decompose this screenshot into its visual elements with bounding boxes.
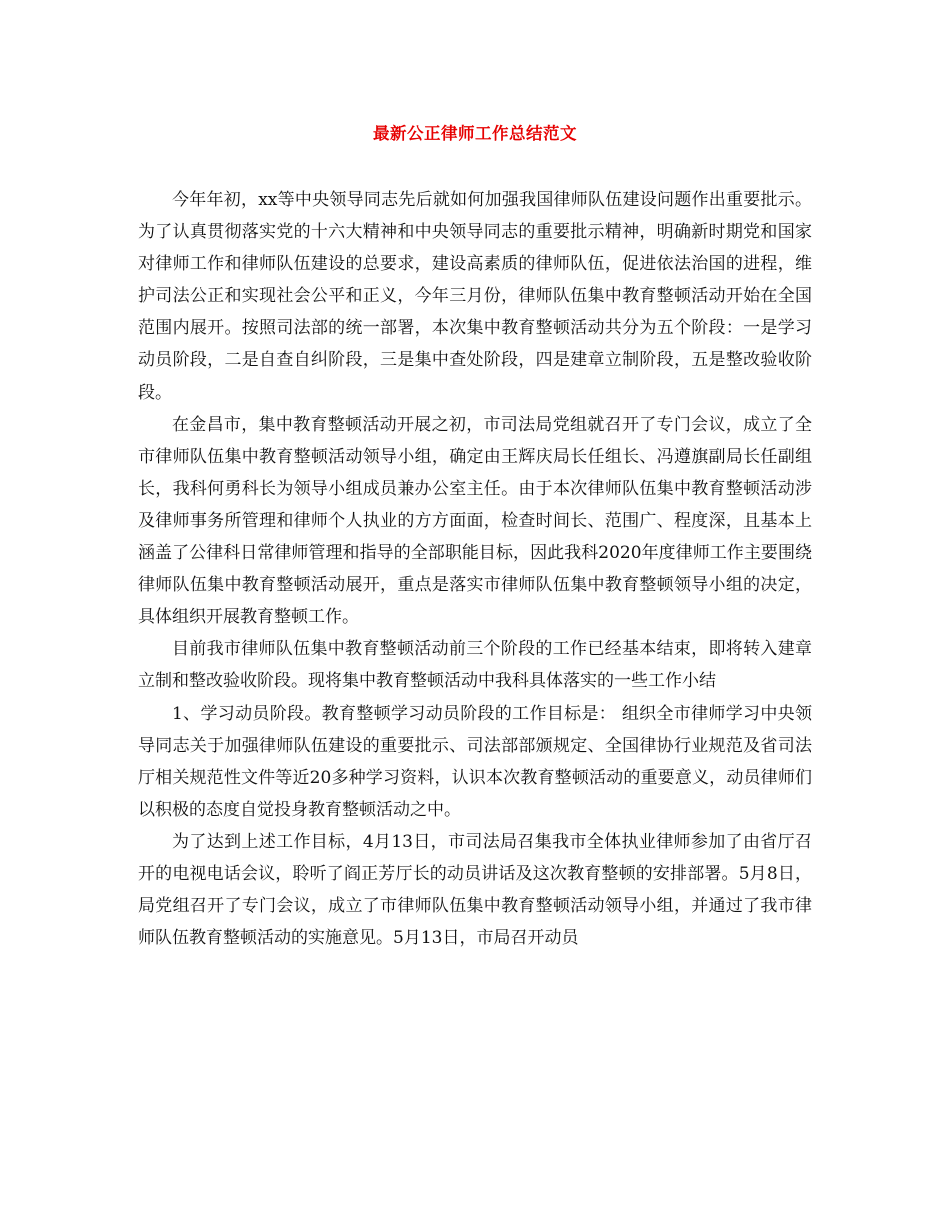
paragraph-jinchang: 在金昌市，集中教育整顿活动开展之初，市司法局党组就召开了专门会议，成立了全市律师队伍集中教育整顿活动领导小组，确定由王辉庆局长任组长、冯遵旗副局长任副组长，我科何勇科长为领导小组成员兼办公室主任。由于本次律师队伍集中教育整顿活动涉及律师事务所管理和律师个人执业的方方面面，检查时间长、范围广、程度深，且基本上涵盖了公律科日常律师管理和指导的全部职能目标，因此我科2020年度律师工作主要围绕律师队伍集中教育整顿活动展开，重点是落实市律师队伍集中教育整顿领导小组的决定，具体组织开展教育整顿工作。: [138, 414, 812, 628]
document-page: [138, 0, 812, 1230]
paragraph-intro: 今年年初，xx等中央领导同志先后就如何加强我国律师队伍建设问题作出重要批示。为了认真贯彻落实党的十六大精神和中央领导同志的重要批示精神，明确新时期党和国家对律师工作和律师队伍建设的总要求，建设高素质的律师队伍，促进依法治国的进程，维护司法公正和实现社会公平和正义，今年三月份，律师队伍集中教育整顿活动开始在全国范围内展开。按照司法部的统一部署，本次集中教育整顿活动共分为五个阶段：一是学习动员阶段，二是自查自纠阶段，三是集中查处阶段，四是建章立制阶段，五是整改验收阶段。: [138, 190, 812, 403]
document-body: [138, 184, 812, 954]
paragraph-stage-one: 1、学习动员阶段。教育整顿学习动员阶段的工作目标是： 组织全市律师学习中央领导同志关于加强律师队伍建设的重要批示、司法部部颁规定、全国律协行业规范及省司法厅相关规范性文件等近20多种学习资料，认识本次教育整顿活动的重要意义，动员律师们以积极的态度自觉投身教育整顿活动之中。: [138, 703, 812, 820]
paragraph-progress: 目前我市律师队伍集中教育整顿活动前三个阶段的工作已经基本结束，即将转入建章立制和整改验收阶段。现将集中教育整顿活动中我科具体落实的一些工作小结: [138, 639, 812, 692]
paragraph-meetings: 为了达到上述工作目标，4月13日，市司法局召集我市全体执业律师参加了由省厅召开的电视电话会议，聆听了阎正芳厅长的动员讲话及这次教育整顿的安排部署。5月8日，局党组召开了专门会议，成立了市律师队伍集中教育整顿活动领导小组，并通过了我市律师队伍教育整顿活动的实施意见。5月13日，市局召开动员: [138, 831, 812, 949]
document-title: 最新公正律师工作总结范文: [373, 124, 577, 143]
